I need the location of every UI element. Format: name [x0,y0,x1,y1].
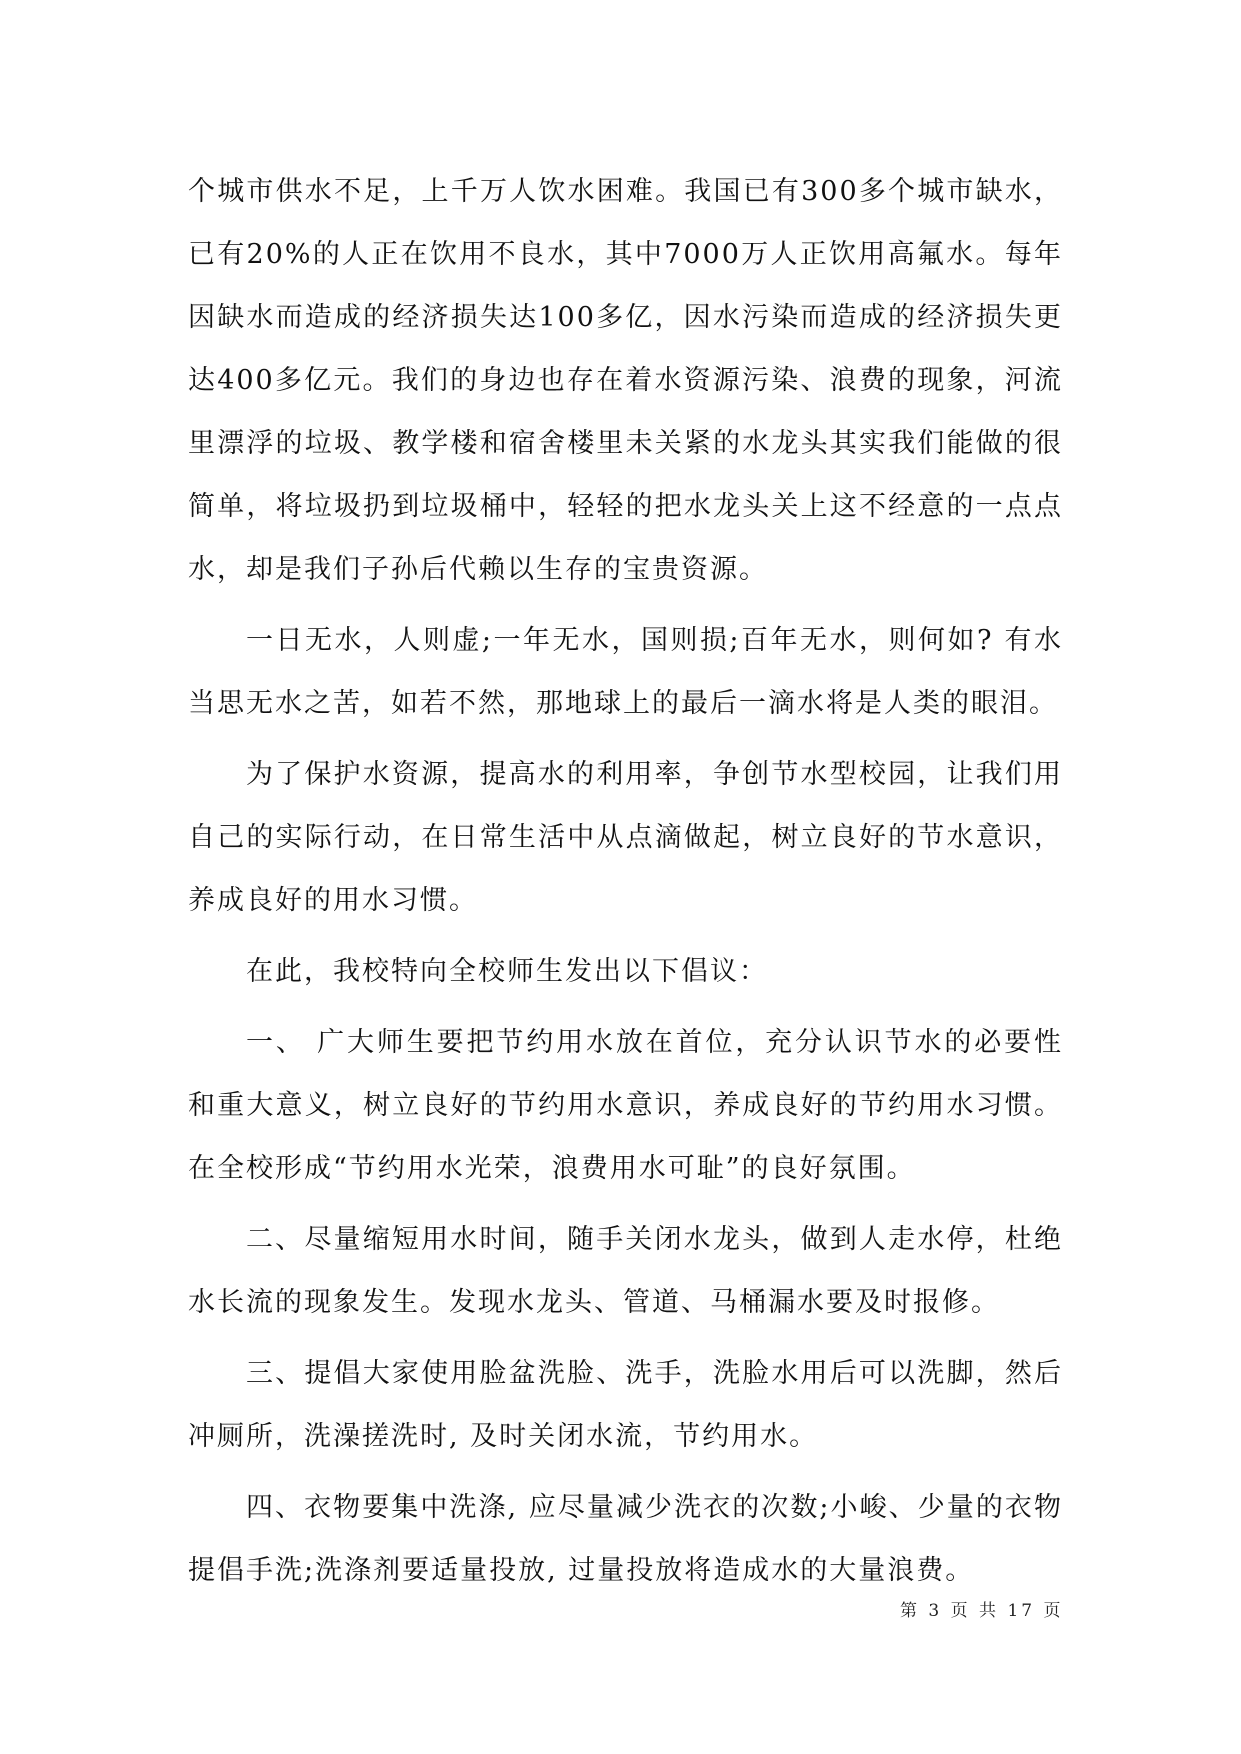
paragraph-continuation: 个城市供水不足，上千万人饮水困难。我国已有300多个城市缺水，已有20%的人正在饮用不良水，其中7000万人正饮用高氟水。每年因缺水而造成的经济损失达100多亿，因水污染而造成的经济损失更达400多亿元。我们的身边也存在着水资源污染、浪费的现象，河流里漂浮的垃圾、教学楼和宿舍楼里未关紧的水龙头其实我们能做的很简单，将垃圾扔到垃圾桶中，轻轻的把水龙头关上这不经意的一点点水，却是我们子孙后代赖以生存的宝贵资源。 [188,176,1063,585]
document-body [188,160,1063,1602]
footer-total-pages: 17 [1007,1601,1036,1621]
paragraph-proverb: 一日无水，人则虚;一年无水，国则损;百年无水，则何如? 有水当思无水之苦，如若不然，那地球上的最后一滴水将是人类的眼泪。 [188,625,1063,719]
footer-suffix: 页 [1043,1601,1064,1621]
paragraph-proposal-intro: 在此，我校特向全校师生发出以下倡议： [246,956,768,987]
paragraph-proposal-3: 三、提倡大家使用脸盆洗脸、洗手，洗脸水用后可以洗脚，然后冲厕所，洗澡搓洗时, 及时关闭水流，节约用水。 [188,1358,1063,1452]
paragraph-proposal-2: 二、尽量缩短用水时间，随手关闭水龙头，做到人走水停，杜绝水长流的现象发生。发现水龙头、管道、马桶漏水要及时报修。 [188,1224,1063,1318]
paragraph-proposal-4: 四、衣物要集中洗涤, 应尽量减少洗衣的次数;小峻、少量的衣物提倡手洗;洗涤剂要适量投放, 过量投放将造成水的大量浪费。 [188,1492,1063,1586]
footer-middle: 页 共 [950,1601,1000,1621]
footer-current-page: 3 [928,1601,943,1621]
page-number-footer [900,1596,1064,1621]
footer-prefix: 第 [900,1601,920,1621]
paragraph-purpose: 为了保护水资源，提高水的利用率，争创节水型校园，让我们用自己的实际行动，在日常生活中从点滴做起，树立良好的节水意识，养成良好的用水习惯。 [188,759,1063,916]
paragraph-proposal-1: 一、 广大师生要把节约用水放在首位，充分认识节水的必要性和重大意义，树立良好的节约用水意识，养成良好的节约用水习惯。在全校形成“节约用水光荣，浪费用水可耻”的良好氛围。 [188,1027,1063,1184]
